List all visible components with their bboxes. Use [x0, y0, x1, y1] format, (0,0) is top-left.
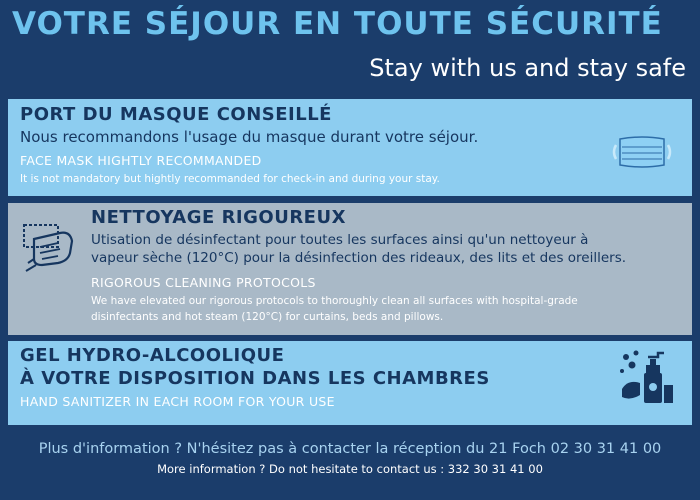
cleaning-hand-icon [20, 219, 80, 279]
cleaning-text-en-1: We have elevated our rigorous protocols to thoroughly clean all surfaces with hospital-grade [91, 295, 578, 307]
mask-text-fr: Nous recommandons l'usage du masque durant votre séjour. [20, 128, 479, 146]
footer-info-fr: Plus d'information ? N'hésitez pas à contacter la réception du 21 Foch 02 30 31 41 00 [38, 441, 662, 457]
page-subtitle: Stay with us and stay safe [369, 54, 686, 82]
cleaning-heading: NETTOYAGE RIGOUREUX [91, 207, 346, 228]
cleaning-text-en-2: disinfectants and hot steam (120°C) for curtains, beds and pillows. [91, 311, 444, 323]
mask-heading: PORT DU MASQUE CONSEILLÉ [20, 104, 332, 125]
sanitizer-section [8, 341, 692, 425]
mask-section [8, 99, 692, 196]
sanitizer-heading-2: À VOTRE DISPOSITION DANS LES CHAMBRES [20, 368, 490, 389]
cleaning-text-fr-1: Utisation de désinfectant pour toutes les surfaces ainsi qu'un nettoyeur à [91, 232, 589, 248]
cleaning-heading-en: RIGOROUS CLEANING PROTOCOLS [91, 275, 316, 290]
sanitizer-heading-1: GEL HYDRO-ALCOOLIQUE [20, 345, 285, 366]
cleaning-section [8, 203, 692, 335]
mask-heading-en: FACE MASK HIGHTLY RECOMMANDED [20, 153, 262, 168]
page-title: VOTRE SÉJOUR EN TOUTE SÉCURITÉ [12, 6, 663, 42]
footer-info-en: More information ? Do not hesitate to contact us : 332 30 31 41 00 [157, 462, 543, 476]
face-mask-icon [610, 133, 674, 171]
sanitizer-heading-en: HAND SANITIZER IN EACH ROOM FOR YOUR USE [20, 394, 335, 409]
cleaning-text-fr-2: vapeur sèche (120°C) pour la désinfection des rideaux, des lits et des oreillers. [91, 250, 627, 266]
mask-text-en: It is not mandatory but hightly recommanded for check-in and during your stay. [20, 173, 440, 185]
hand-sanitizer-icon [618, 349, 676, 411]
